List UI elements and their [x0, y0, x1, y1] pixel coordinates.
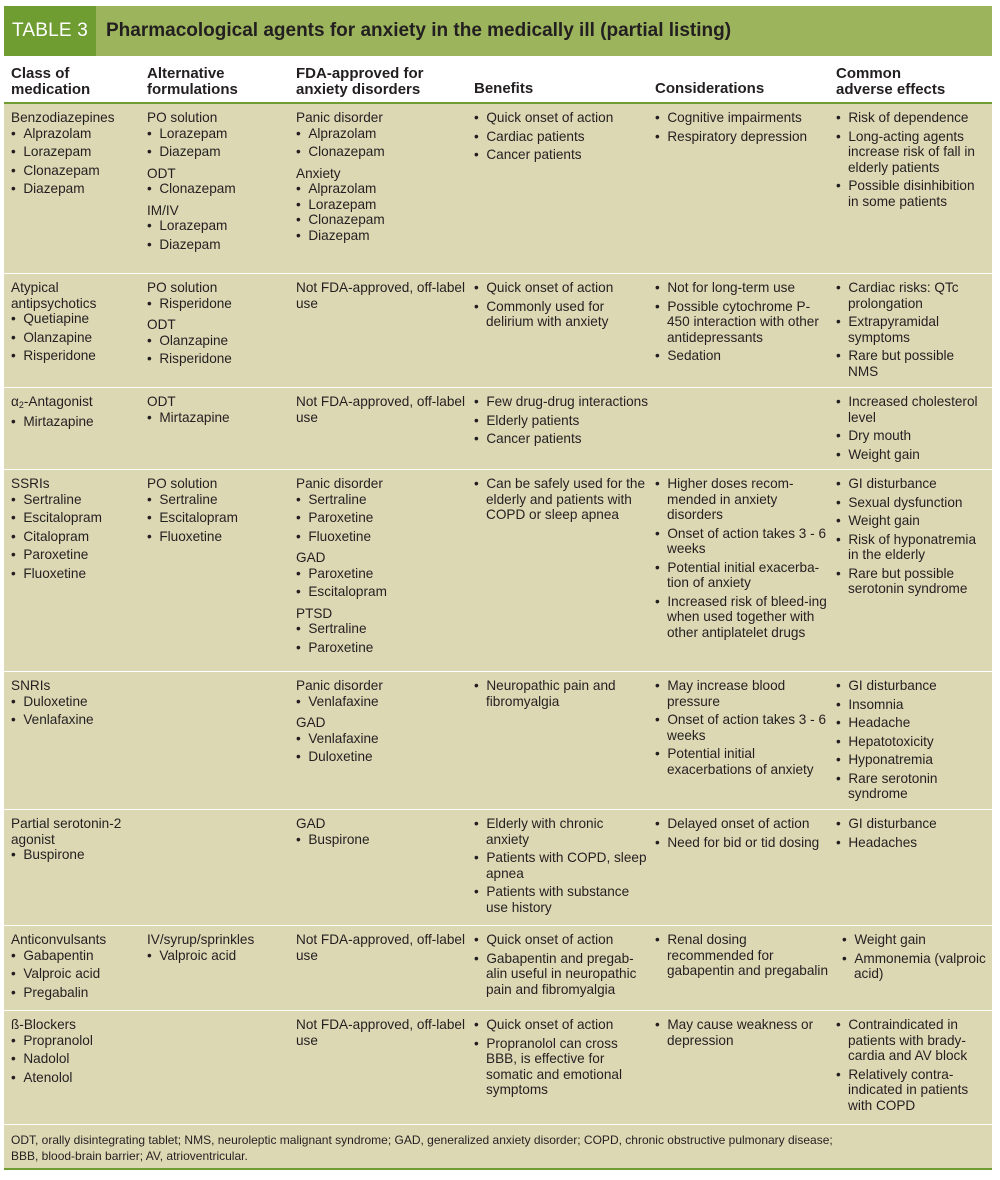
cell-adverse-effects: • Risk of dependence • Long-acting agents increase risk of fall in elderly patients • Possible disinhibition in some patients [836, 110, 988, 212]
cell-considerations: • Renal dosing recommended for gabapentin and pregabalin [655, 932, 831, 982]
cell-class: Anticonvulsants • Gabapentin • Valproic acid • Pregabalin [11, 932, 139, 1003]
cell-class: $\alpha_2$-Antagonist • Mirtazapine [11, 394, 139, 432]
table-row [4, 274, 992, 388]
cell-benefits: • Quick onset of action • Propranolol can cross BBB, is effective for somatic and emotional symptoms [474, 1017, 650, 1101]
cell-fda-approved: Not FDA-approved, off-label use [296, 932, 465, 963]
table-row [4, 388, 992, 470]
bottom-rule [4, 1168, 992, 1170]
cell-fda-approved: Panic disorder • Alprazolam • Clonazepam Anxiety • Alprazolam • Lorazepam • Clonazepam • Diazepam [296, 110, 466, 243]
table-row [4, 672, 992, 810]
cell-considerations: • May increase blood pressure • Onset of action takes 3 - 6 weeks • Potential initial exacerbations of anxiety [655, 678, 831, 780]
cell-adverse-effects: • Cardiac risks: QTc prolongation • Extrapyramidal symptoms • Rare but possible NMS [836, 280, 988, 382]
cell-class: Benzodiazepines • Alprazolam • Lorazepam • Clonazepam • Diazepam [11, 110, 139, 200]
cell-considerations: • Higher doses recom-mended in anxiety disorders • Onset of action takes 3 - 6 weeks • Potential initial exacerba-tion of anxiety • Increased risk of bleed-ing when used together with other antiplatelet drugs [655, 476, 831, 643]
cell-class: Partial serotonin-2 agonist • Buspirone [11, 816, 139, 866]
table-row [4, 810, 992, 926]
cell-formulations: PO solution • Lorazepam • Diazepam ODT • Clonazepam IM/IV • Lorazepam • Diazepam [147, 110, 292, 255]
table-number-tag: TABLE 3 [4, 6, 96, 56]
cell-considerations: • Cognitive impairments • Respiratory depression [655, 110, 831, 147]
header-fda-approved: FDA-approved for anxiety disorders [296, 65, 424, 98]
cell-adverse-effects: • GI disturbance • Sexual dysfunction • Weight gain • Risk of hyponatremia in the elderly • Rare but possible serotonin syndrome [836, 476, 988, 600]
cell-fda-approved: Panic disorder • Venlafaxine GAD • Venlafaxine • Duloxetine [296, 678, 466, 768]
table-row [4, 470, 992, 672]
cell-formulations: ODT • Mirtazapine [147, 394, 292, 428]
cell-class: SNRIs • Duloxetine • Venlafaxine [11, 678, 139, 731]
cell-class: SSRIs • Sertraline • Escitalopram • Citalopram • Paroxetine • Fluoxetine [11, 476, 139, 584]
cell-benefits: • Elderly with chronic anxiety • Patients with COPD, sleep apnea • Patients with substance use history [474, 816, 650, 918]
cell-considerations: • Delayed onset of action • Need for bid or tid dosing [655, 816, 831, 853]
cell-fda-approved: Panic disorder • Sertraline • Paroxetine • Fluoxetine GAD • Paroxetine • Escitalopram PTSD • Sertraline • Paroxetine [296, 476, 466, 658]
table-title: Pharmacological agents for anxiety in the medically ill (partial listing) [106, 20, 732, 41]
cell-formulations: PO solution • Sertraline • Escitalopram • Fluoxetine [147, 476, 292, 547]
header-common-adverse-effects: Common adverse effects [836, 65, 946, 98]
cell-adverse-effects: • GI disturbance • Headaches [836, 816, 988, 853]
table-title-bar [4, 6, 992, 56]
header-considerations: Considerations [655, 80, 765, 97]
cell-benefits: • Quick onset of action • Commonly used for delirium with anxiety [474, 280, 650, 333]
table-body [4, 104, 992, 1170]
table-footnote: ODT, orally disintegrating tablet; NMS, neuroleptic malignant syndrome; GAD, generalized anxiety disorder; COPD, chronic obstructive pulmonary disease; BBB, blood-brain barrier; AV, atrioventricular. [11, 1133, 833, 1163]
cell-adverse-effects: • Contraindicated in patients with brady-cardia and AV block • Relatively contra-indicated in patients with COPD [836, 1017, 988, 1116]
header-alternative-formulations: Alternative formulations [147, 65, 238, 98]
cell-benefits: • Neuropathic pain and fibromyalgia [474, 678, 650, 712]
cell-formulations: PO solution • Risperidone ODT • Olanzapine • Risperidone [147, 280, 292, 370]
cell-adverse-effects: • Weight gain • Ammonemia (valproic acid) [842, 932, 994, 985]
cell-class: ß-Blockers • Propranolol • Nadolol • Atenolol [11, 1017, 139, 1088]
cell-benefits: • Quick onset of action • Gabapentin and pregab-alin useful in neuropathic pain and fibromyalgia [474, 932, 650, 1000]
header-benefits: Benefits [474, 80, 534, 97]
cell-benefits: • Few drug-drug interactions • Elderly patients • Cancer patients [474, 394, 650, 450]
cell-adverse-effects: • Increased cholesterol level • Dry mouth • Weight gain [836, 394, 988, 465]
header-class-of-medication: Class of medication [11, 65, 91, 98]
cell-fda-approved: Not FDA-approved, off-label use [296, 280, 465, 311]
table-header [4, 56, 992, 104]
cell-benefits: • Can be safely used for the elderly and patients with COPD or sleep apnea [474, 476, 650, 526]
cell-adverse-effects: • GI disturbance • Insomnia • Headache • Hepatotoxicity • Hyponatremia • Rare serotonin syndrome [836, 678, 988, 805]
table-row [4, 104, 992, 274]
table-row [4, 1011, 992, 1125]
cell-fda-approved: GAD • Buspirone [296, 816, 466, 850]
cell-benefits: • Quick onset of action • Cardiac patients • Cancer patients [474, 110, 650, 166]
cell-class: Atypical antipsychotics • Quetiapine • Olanzapine • Risperidone [11, 280, 139, 367]
cell-considerations: • May cause weakness or depression [655, 1017, 831, 1051]
cell-fda-approved: Not FDA-approved, off-label use [296, 394, 465, 425]
table-row [4, 926, 992, 1011]
cell-formulations: IV/syrup/sprinkles • Valproic acid [147, 932, 292, 966]
cell-fda-approved: Not FDA-approved, off-label use [296, 1017, 465, 1048]
cell-considerations: • Not for long-term use • Possible cytochrome P-450 interaction with other antidepressants • Sedation [655, 280, 831, 367]
